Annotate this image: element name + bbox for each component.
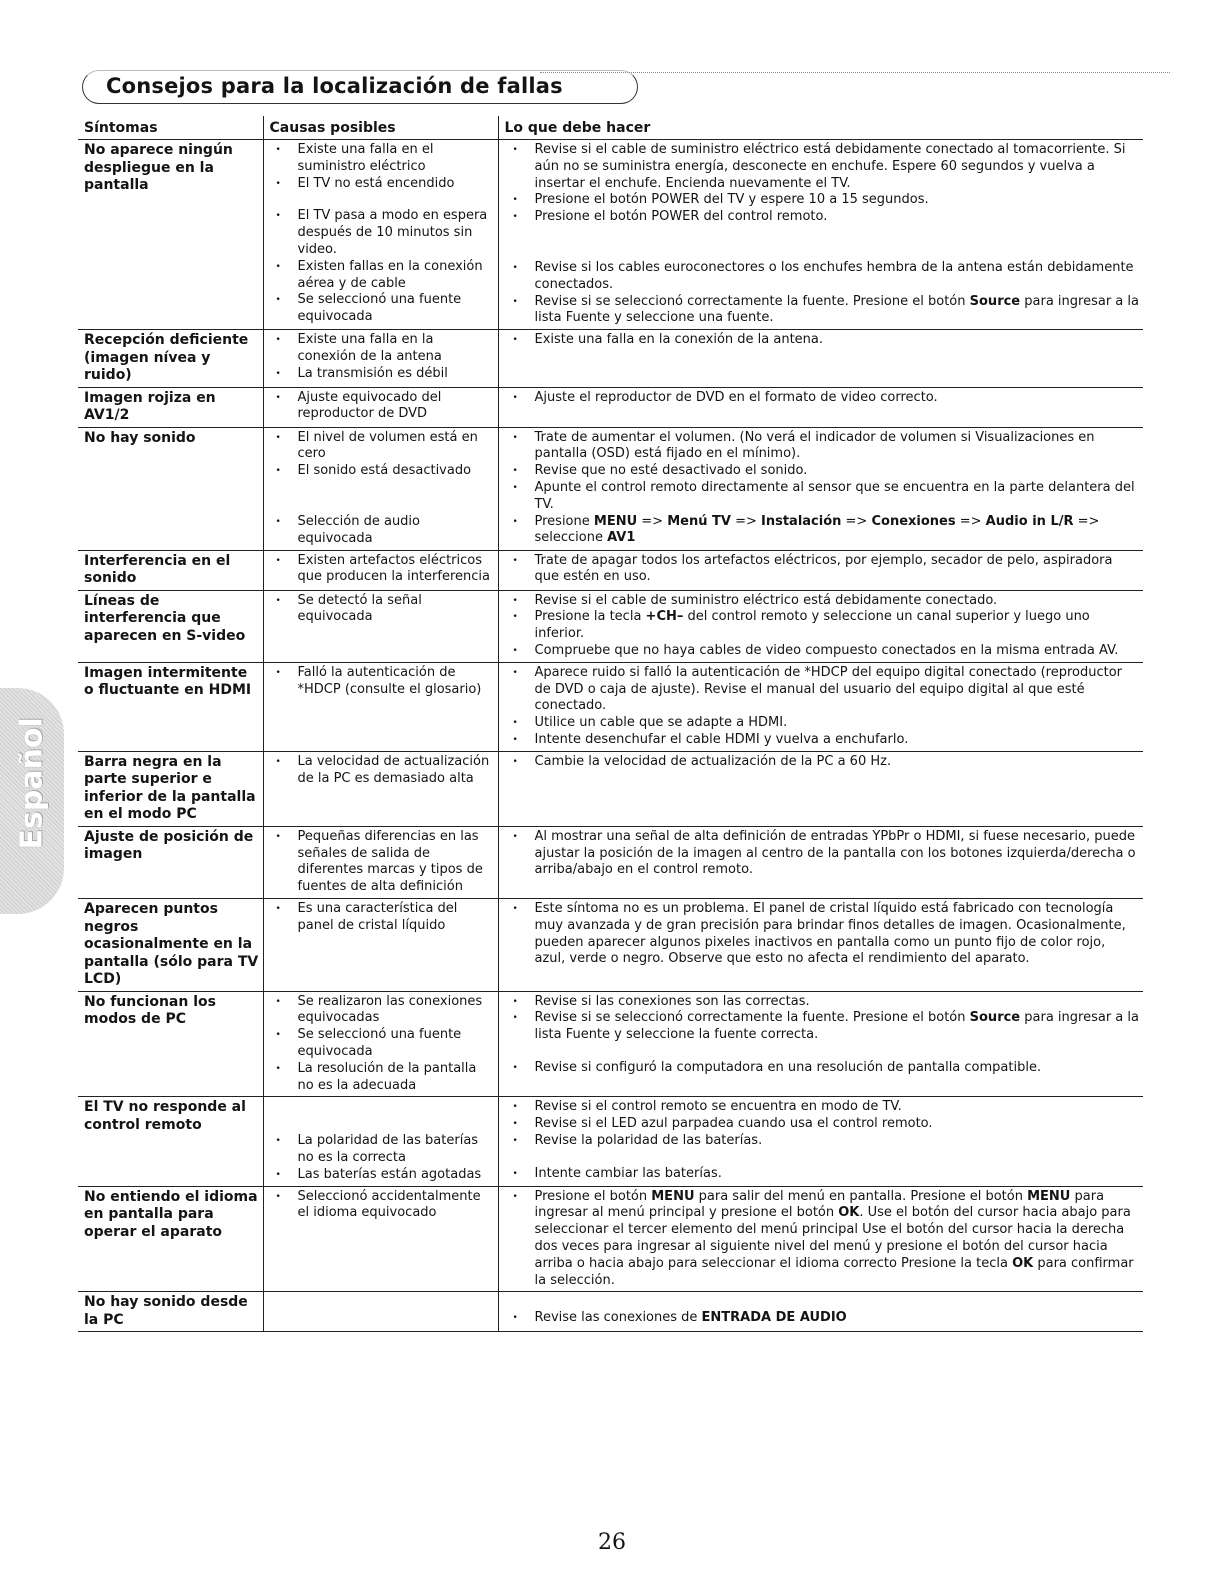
causes-cell	[263, 427, 498, 550]
fix-item	[513, 1166, 1140, 1183]
cause-item: • Pequeñas diferencias en las señales de salida de diferentes marcas y tipos de fuentes de alta definición	[276, 829, 494, 896]
fix-item	[513, 609, 1140, 643]
symptom-cell: No hay sonido desde la PC	[78, 1292, 263, 1332]
key-term: Audio in L/R	[985, 513, 1074, 529]
key-term: Source	[969, 293, 1021, 309]
fixes-list	[513, 1310, 1140, 1327]
causes-cell	[263, 826, 498, 898]
fix-text: Presione	[534, 513, 594, 529]
fixes-list	[513, 390, 1140, 407]
causes-cell	[263, 991, 498, 1097]
fix-text: Presione el botón	[534, 1188, 652, 1204]
fix-item	[513, 192, 1140, 209]
fix-item	[513, 665, 1140, 715]
causes-list	[276, 665, 494, 699]
fix-text: Presione el botón POWER del control remoto.	[534, 209, 828, 225]
fix-item	[513, 553, 1140, 587]
fix-item	[513, 1189, 1140, 1290]
fix-text: Revise si el cable de suministro eléctrico está debidamente conectado al tomacorriente. Si aún no se suministra energía, desconecte en enchufe. Espere 60 segundos y vuelva a insertar el enchufe. Encienda nuevamente el TV.	[534, 142, 1126, 191]
fix-item	[513, 260, 1140, 294]
table-row	[78, 550, 1143, 590]
fixes-list	[513, 1099, 1140, 1182]
fix-text: Trate de aumentar el volumen. (No verá el indicador de volumen si Visualizaciones en pantalla (OSD) está fijado en el mínimo).	[534, 429, 1095, 462]
cause-item: • Existe una falla en la conexión de la antena	[276, 332, 494, 366]
causes-list	[276, 142, 494, 326]
fix-item	[513, 142, 1140, 192]
table-row	[78, 427, 1143, 550]
fix-item	[513, 463, 1140, 480]
fix-text: Revise si se seleccionó correctamente la fuente. Presione el botón	[534, 293, 970, 309]
causes-cell	[263, 1186, 498, 1292]
table-row	[78, 826, 1143, 898]
table-row	[78, 1186, 1143, 1292]
fixes-list	[513, 142, 1140, 327]
fix-text: del control remoto y seleccione un canal superior y luego uno inferior.	[534, 609, 1090, 642]
fix-text: para ingresar al menú principal y presione el botón	[534, 1188, 1105, 1221]
cause-item: • Se seleccionó una fuente equivocada	[276, 292, 494, 326]
fix-item	[513, 1116, 1140, 1133]
cause-item: • Falló la autenticación de *HDCP (consulte el glosario)	[276, 665, 494, 699]
symptom-cell: Imagen intermitente o fluctuante en HDMI	[78, 662, 263, 751]
cause-item: • La velocidad de actualización de la PC es demasiado alta	[276, 754, 494, 788]
cause-item: • La transmisión es débil	[276, 366, 494, 383]
fixes-list	[513, 332, 1140, 349]
cause-item: • La polaridad de las baterías no es la correcta	[276, 1133, 494, 1167]
causes-list	[276, 754, 494, 788]
symptom-cell: Imagen rojiza en AV1/2	[78, 387, 263, 427]
fix-text: =>	[841, 513, 872, 529]
causes-list	[276, 829, 494, 896]
table-row	[78, 590, 1143, 662]
causes-cell	[263, 751, 498, 826]
fix-text: Revise si las conexiones son las correctas.	[534, 993, 810, 1009]
fix-text: Revise si se seleccionó correctamente la fuente. Presione el botón	[534, 1010, 970, 1026]
causes-cell	[263, 590, 498, 662]
fix-text: Este síntoma no es un problema. El panel de cristal líquido está fabricado con tecnología muy avanzada y de gran precisión para brindar finos detalles de imagen. Ocasionalmente, pueden aparecer algunos pixeles inactivos en pantalla como un punto fijo de color rojo, azul, verde o negro. Observe que esto no afecta el rendimiento del aparato.	[534, 901, 1126, 967]
fix-text: Presione el botón POWER del TV y espere 10 a 15 segundos.	[534, 192, 929, 208]
fix-text: => seleccione	[534, 513, 1100, 546]
fixes-cell	[498, 330, 1143, 388]
causes-list	[276, 994, 494, 1095]
symptom-cell: Ajuste de posición de imagen	[78, 826, 263, 898]
symptom-cell: No hay sonido	[78, 427, 263, 550]
fix-item	[513, 994, 1140, 1011]
cause-item: • Es una característica del panel de cristal líquido	[276, 901, 494, 935]
fix-text: Trate de apagar todos los artefactos eléctricos, por ejemplo, secador de pelo, aspiradora que estén en uso.	[534, 552, 1113, 585]
causes-list	[276, 430, 494, 548]
fixes-cell	[498, 387, 1143, 427]
symptom-cell: Aparecen puntos negros ocasionalmente en la pantalla (sólo para TV LCD)	[78, 899, 263, 992]
cause-item: • El nivel de volumen está en cero	[276, 430, 494, 464]
cause-item: • Ajuste equivocado del reproductor de DVD	[276, 390, 494, 424]
fix-text: Aparece ruido si falló la autenticación de *HDCP del equipo digital conectado (reproductor de DVD o caja de ajuste). Revise el manual del usuario del equipo digital al que esté conectado.	[534, 664, 1123, 714]
key-term: OK	[838, 1205, 860, 1221]
table-row	[78, 330, 1143, 388]
fix-text: para salir del menú en pantalla. Presione el botón	[694, 1188, 1028, 1204]
cause-item: • Se realizaron las conexiones equivocadas	[276, 994, 494, 1028]
fixes-cell	[498, 662, 1143, 751]
fixes-cell	[498, 427, 1143, 550]
fixes-list	[513, 901, 1140, 968]
fix-text: =>	[730, 513, 761, 529]
fix-item	[513, 430, 1140, 464]
fix-text: =>	[955, 513, 986, 529]
causes-list	[276, 1189, 494, 1223]
section-header	[70, 68, 1170, 108]
symptom-cell: Interferencia en el sonido	[78, 550, 263, 590]
key-term: MENU	[651, 1188, 695, 1204]
fix-text: . Use el botón del cursor hacia abajo para seleccionar el tercer elemento del menú principal Use el botón del cursor hacia la derecha dos veces para ingresar al siguiente nivel del menú y presione el botón del cursor hacia arriba o hacia abajo para seleccionar el idioma correcto Presione la tecla	[534, 1205, 1131, 1271]
fix-item	[513, 294, 1140, 328]
key-term: ENTRADA DE AUDIO	[701, 1310, 847, 1326]
fix-text: Revise que no esté desactivado el sonido.	[534, 463, 808, 479]
troubleshooting-table	[78, 116, 1143, 1332]
fix-text: Intente desenchufar el cable HDMI y vuelva a enchufarlo.	[534, 732, 909, 748]
fix-item	[513, 754, 1140, 771]
fix-text: para confirmar la selección.	[534, 1255, 1134, 1288]
fixes-cell	[498, 991, 1143, 1097]
fix-item	[513, 643, 1140, 660]
fix-text: Revise si el cable de suministro eléctrico está debidamente conectado.	[534, 592, 998, 608]
symptom-cell: Recepción deficiente (imagen nívea y ruido)	[78, 330, 263, 388]
table-row	[78, 899, 1143, 992]
causes-list	[276, 332, 494, 382]
cause-item: • Existe una falla en el suministro eléctrico	[276, 142, 494, 176]
fix-text: Existe una falla en la conexión de la antena.	[534, 332, 824, 348]
table-body	[78, 140, 1143, 1332]
cause-item: • La resolución de la pantalla no es la adecuada	[276, 1061, 494, 1095]
fixes-cell	[498, 550, 1143, 590]
table-row	[78, 1292, 1143, 1332]
fix-text: Al mostrar una señal de alta definición de entradas YPbPr o HDMI, si fuese necesario, puede ajustar la posición de la imagen al centro de la pantalla con los botones izquierda/derecha o arriba/abajo en el control remoto.	[534, 828, 1136, 878]
symptom-cell: Líneas de interferencia que aparecen en S-video	[78, 590, 263, 662]
cause-item: • El TV no está encendido	[276, 176, 494, 193]
header-fixes: Lo que debe hacer	[498, 116, 1143, 140]
cause-item: • Se seleccionó una fuente equivocada	[276, 1027, 494, 1061]
fixes-cell	[498, 826, 1143, 898]
causes-list	[276, 1133, 494, 1183]
cause-item: • Seleccionó accidentalmente el idioma equivocado	[276, 1189, 494, 1223]
fix-item	[513, 1060, 1140, 1077]
key-term: AV1	[607, 530, 636, 546]
fix-text: =>	[637, 513, 668, 529]
fixes-cell	[498, 1186, 1143, 1292]
fixes-list	[513, 553, 1140, 587]
fix-text: Ajuste el reproductor de DVD en el formato de video correcto.	[534, 389, 938, 405]
symptom-cell: No aparece ningún despliegue en la pantalla	[78, 140, 263, 330]
causes-cell	[263, 899, 498, 992]
causes-list	[276, 593, 494, 627]
symptom-cell: El TV no responde al control remoto	[78, 1097, 263, 1186]
fixes-cell	[498, 140, 1143, 330]
fix-item	[513, 901, 1140, 968]
header-causes: Causas posibles	[263, 116, 498, 140]
fixes-list	[513, 430, 1140, 548]
fix-item	[513, 732, 1140, 749]
fixes-cell	[498, 899, 1143, 992]
table-row	[78, 387, 1143, 427]
fix-item	[513, 480, 1140, 514]
key-term: Menú TV	[667, 513, 731, 529]
fixes-list	[513, 754, 1140, 771]
causes-cell	[263, 1292, 498, 1332]
fix-item	[513, 593, 1140, 610]
cause-item: • Las baterías están agotadas	[276, 1167, 494, 1184]
fix-text: para ingresar a la lista Fuente y seleccione una fuente.	[534, 293, 1139, 326]
cause-item: • Se detectó la señal equivocada	[276, 593, 494, 627]
causes-cell	[263, 330, 498, 388]
key-term: MENU	[593, 513, 638, 529]
causes-list	[276, 553, 494, 587]
table-row	[78, 140, 1143, 330]
page-number: 26	[598, 1530, 626, 1555]
symptom-cell: No entiendo el idioma en pantalla para operar el aparato	[78, 1186, 263, 1292]
fix-item	[513, 715, 1140, 732]
fix-item	[513, 1310, 1140, 1327]
fix-item	[513, 1133, 1140, 1150]
header-rule	[540, 72, 1170, 73]
fixes-list	[513, 665, 1140, 749]
fix-item	[513, 514, 1140, 548]
cause-item: • El TV pasa a modo en espera después de 10 minutos sin video.	[276, 208, 494, 258]
cause-item: • Selección de audio equivocada	[276, 514, 494, 548]
fixes-cell	[498, 1097, 1143, 1186]
fix-text: para ingresar a la lista Fuente y seleccione la fuente correcta.	[534, 1010, 1139, 1043]
fix-text: Revise las conexiones de	[534, 1310, 702, 1326]
key-term: +CH–	[645, 609, 684, 625]
fix-text: Revise si los cables euroconectores o los enchufes hembra de la antena están debidamente conectados.	[534, 259, 1134, 292]
fix-item	[513, 390, 1140, 407]
header-symptoms: Síntomas	[78, 116, 263, 140]
key-term: OK	[1012, 1255, 1034, 1271]
causes-list	[276, 390, 494, 424]
fix-text: Compruebe que no haya cables de video compuesto conectados en la misma entrada AV.	[534, 643, 1119, 659]
key-term: Instalación	[761, 513, 842, 529]
fix-text: Cambie la velocidad de actualización de la PC a 60 Hz.	[534, 753, 892, 769]
fix-text: Presione la tecla	[534, 609, 646, 625]
fix-text: Revise si el control remoto se encuentra en modo de TV.	[534, 1099, 902, 1115]
page-title: Consejos para la localización de fallas	[98, 74, 571, 98]
language-tab-label	[15, 790, 50, 850]
table-row	[78, 751, 1143, 826]
fix-text: Revise si configuró la computadora en una resolución de pantalla compatible.	[534, 1059, 1042, 1075]
fixes-cell	[498, 751, 1143, 826]
causes-cell	[263, 662, 498, 751]
cause-item: • Existen fallas en la conexión aérea y de cable	[276, 259, 494, 293]
fixes-list	[513, 1189, 1140, 1290]
table-header-row	[78, 116, 1143, 140]
fix-text: Revise si el LED azul parpadea cuando usa el control remoto.	[534, 1116, 933, 1132]
fixes-list	[513, 829, 1140, 879]
fix-item	[513, 332, 1140, 349]
key-term: MENU	[1027, 1188, 1071, 1204]
fix-item	[513, 1099, 1140, 1116]
key-term: Source	[969, 1010, 1021, 1026]
symptom-cell: No funcionan los modos de PC	[78, 991, 263, 1097]
fix-text: Apunte el control remoto directamente al sensor que se encuentra en la parte delantera del TV.	[534, 480, 1135, 512]
symptom-cell: Barra negra en la parte superior e inferior de la pantalla en el modo PC	[78, 751, 263, 826]
fix-text: Revise la polaridad de las baterías.	[534, 1132, 763, 1148]
causes-cell	[263, 1097, 498, 1186]
fixes-list	[513, 994, 1140, 1077]
table-row	[78, 662, 1143, 751]
cause-item: • El sonido está desactivado	[276, 463, 494, 480]
fix-text: Utilice un cable que se adapte a HDMI.	[534, 715, 788, 731]
table-row	[78, 1097, 1143, 1186]
fixes-cell	[498, 1292, 1143, 1332]
causes-cell	[263, 550, 498, 590]
fix-text: Intente cambiar las baterías.	[534, 1165, 722, 1181]
causes-cell	[263, 387, 498, 427]
causes-list	[276, 901, 494, 935]
fix-item	[513, 829, 1140, 879]
cause-item: • Existen artefactos eléctricos que producen la interferencia	[276, 553, 494, 587]
key-term: Conexiones	[871, 513, 956, 529]
causes-cell	[263, 140, 498, 330]
table-row	[78, 991, 1143, 1097]
fixes-list	[513, 593, 1140, 660]
fixes-cell	[498, 590, 1143, 662]
fix-item	[513, 1010, 1140, 1044]
fix-item	[513, 209, 1140, 226]
